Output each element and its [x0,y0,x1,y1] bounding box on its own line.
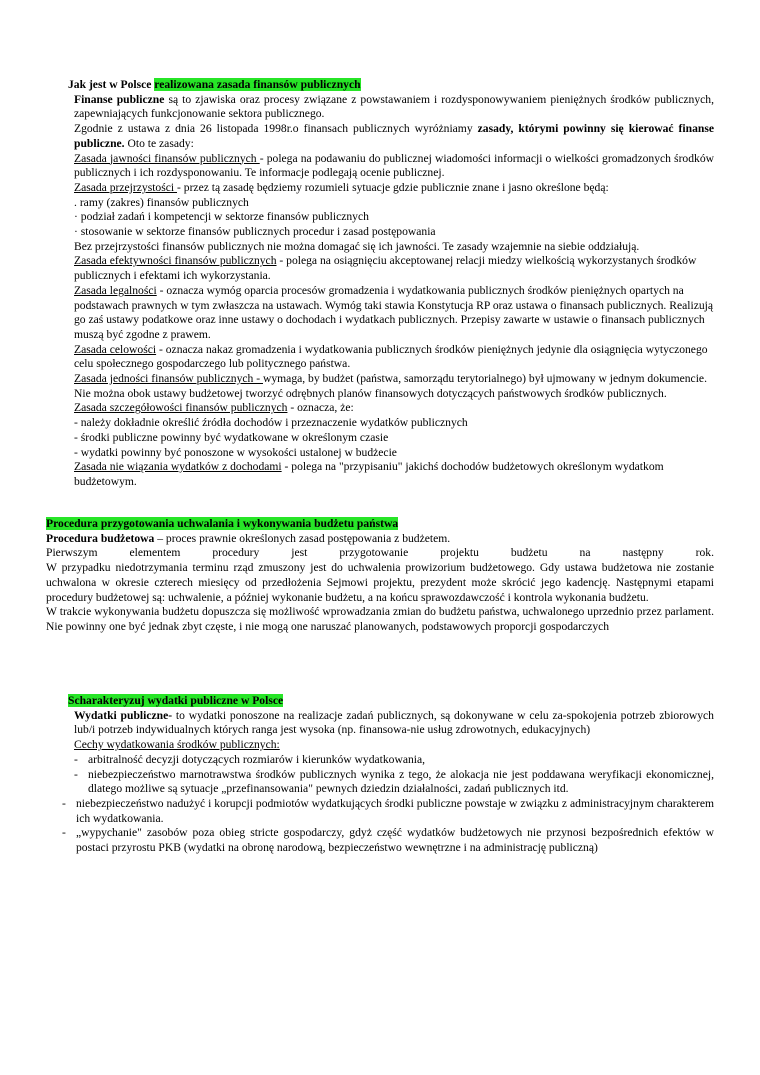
list-item [74,210,714,225]
principle-label: Zasada celowości [74,342,157,356]
principle-text: - oznacza wymóg oparcia procesów gromadzenia i wydatkowania publicznych środków pieniężnych opartych na podstawach prawnych w tym zwłaszcza na ustawach. Wymóg taki stawia Konstytucja RP oraz ustawa o finansach publicznych. Realizują go zaś ustawy podatkowe oraz inne ustawy o dochodach i wydatkach publicznych. Przepisy zawarte w ustawie o finansach publicznych muszą być zgodne z prawem. [74,283,714,341]
list-item [74,225,714,240]
paragraph: W trakcie wykonywania budżetu dopuszcza się możliwość wprowadzania zmian do budżetu państwa, uchwalonego uprzednio przez parlament. Nie powinny one być jednak zbyt częste, i nie mogą one naruszać planowanych, podstawowych proporcji gospodarczych [46,605,714,633]
bullet-mark: . [74,195,77,209]
principle-label: Zasada jedności finansów publicznych - [74,372,263,386]
principle-text: - polega na podawaniu do publicznej wiadomości informacji o wielkości gromadzonych środków publicznych i ich rozdysponowaniu. Te informacje podlegają ocenie publicznej. [74,151,714,180]
principle-label: Zasada nie wiązania wydatków z dochodami [74,460,282,474]
title-highlight: realizowana zasada finansów publicznych [154,78,361,91]
bullet-mark: - [74,767,78,781]
principle-label: Zasada jawności finansów publicznych [74,151,260,165]
list-item [62,826,714,855]
def-text: to wydatki ponoszone na realizacje zadań publicznych, są dokonywane w celu za-spokojenia potrzeb zbiorowych lub/i potrzeb indywidualnych których ranga jest wysoka (np. finansowa-nie usług zdrowotnych, edukacyjnych) [74,708,714,737]
title-highlight: Scharakteryzuj wydatki publiczne w Polsce [68,694,284,707]
list-item: - wydatki powinny być ponoszone w wysokości ustalonej w budżecie [74,445,397,459]
section-title [46,517,714,532]
list-item [62,797,714,826]
principle-text: - przez tą zasadę będziemy rozumieli sytuacje gdzie publicznie znane i jasno określone będą: [177,180,609,194]
principle-text: - oznacza, że: [287,401,354,415]
def-term: Procedura budżetowa [46,531,155,545]
section-public-expenditure [62,694,714,856]
paragraph-przejrzystosci [74,181,714,196]
paragraph-jawnosci [74,152,714,181]
title-prefix: Jak jest w Polsce [68,78,155,91]
paragraph-law [74,122,714,151]
list-item-text: niebezpieczeństwo marnotrawstwa środków publicznych wynika z tego, że alokacja nie jest poddawana weryfikacji ekonomicznej, dlatego możliwe są sytuacje „przefinansowania" pewnych dziedzin działalności, zadań publicznych itd. [88,767,714,796]
law-bold: zasady, którymi powinny się kierować finanse publiczne. [74,122,714,150]
list-item-text: arbitralność decyzji dotyczących rozmiarów i kierunków wydatkowania, [88,752,426,766]
list-item-text: ramy (zakres) finansów publicznych [79,195,249,209]
principle-text: wymaga, by budżet (państwa, samorządu terytorialnego) był ujmowany w jednym dokumencie. Nie można obok ustawy budżetowej tworzyć odrębnych planów finansowych dotyczących państwowych środków publicznych. [74,372,707,400]
paragraph-efektywnosci [74,254,714,283]
principle-label: Zasada przejrzystości [74,180,178,194]
def-text: są to zjawiska oraz procesy związane z powstawaniem i rozdysponowywaniem pieniężnych środków publicznych, zapewniających funkcjonowanie sektora publicznego. [74,92,714,121]
paragraph-legalnosci [74,284,714,343]
section-body [62,708,714,856]
section-finance-principles [68,78,714,490]
principle-label: Zasada szczegółowości finansów publicznych [74,401,288,415]
list-item-text: stosowanie w sektorze finansów publicznych procedur i zasad postępowania [80,225,436,239]
list-item: - środki publiczne powinny być wydatkowane w określonym czasie [74,430,389,444]
list-item-text: podział zadań i kompetencji w sektorze finansów publicznych [80,210,369,224]
paragraph-jednosci [74,372,714,401]
list-item [74,768,714,797]
list-item [74,196,714,211]
principle-text: - polega na osiągnięciu akceptowanej relacji miedzy wielkością wykorzystanych środków publicznych i efektami ich wykorzystania. [74,254,697,283]
paragraph: Pierwszym elementem procedury jest przygotowanie projektu budżetu na następny rok. [46,546,714,560]
law-tail: Oto te zasady: [124,136,194,150]
def-term: Finanse publiczne [74,92,165,106]
bullet-mark: · [74,210,78,224]
principle-label: Zasada legalności [74,283,157,297]
list-item-text: „wypychanie" zasobów poza obieg stricte gospodarczy, gdyż część wydatków budżetowych nie przynosi bezpośrednich efektów w postaci przyrostu PKB (wydatki na obronę narodową, bezpieczeństwo wewnętrzne i na administrację publiczną) [76,826,714,855]
features-heading-text: Cechy wydatkowania środków publicznych: [74,738,280,752]
principle-text: - polega na "przypisaniu" jakichś dochodów budżetowych określonym wydatkom budżetowym. [74,460,664,488]
paragraph-szczegolowosci [74,401,714,416]
law-text: Zgodnie z ustawa z dnia 26 listopada 1998r.o finansach publicznych wyróżniamy [74,122,478,136]
bullet-mark: - [62,826,66,840]
paragraph-wiazania [74,460,714,489]
section-budget-procedure [46,517,714,635]
bullet-mark: - [74,752,78,766]
features-heading [74,738,714,753]
section-title [68,78,708,93]
list-item: - należy dokładnie określić źródła dochodów i przeznaczenie wydatków publicznych [74,416,468,430]
paragraph-celowosci [74,343,714,372]
def-text: – proces prawnie określonych zasad postępowania z budżetem. [154,531,451,545]
paragraph-definition [74,93,714,122]
principle-label: Zasada efektywności finansów publicznych [74,254,277,268]
paragraph-definition [74,709,714,738]
bullet-mark: · [74,225,78,239]
list-item-text: niebezpieczeństwo nadużyć i korupcji podmiotów wydatkujących środki publiczne powstaje w związku z administracyjnym charakterem ich wydatkowania. [76,796,714,825]
principle-text: - oznacza nakaz gromadzenia i wydatkowania publicznych środków pieniężnych jedynie dla osiągnięcia wytyczonego celu społecznego gospodarczego lub politycznego państwa. [74,342,708,371]
def-term: Wydatki publiczne- [74,708,173,722]
paragraph: W przypadku niedotrzymania terminu rząd zmuszony jest do uchwalenia prowizorium budżetowego. Gdy ustawa budżetowa nie zostanie uchwalona w okresie czterech miesięcy od przedłożenia Sejmowi projektu, prezydent może skrócić jego kadencję. Następnymi etapami procedury budżetowej są: uchwalenie, a później wykonanie budżetu, a na końcu sprawozdawczość i kontrola wykonania budżetu. [46,561,714,604]
section-title [68,694,714,709]
bullet-mark: - [62,796,66,810]
paragraph-definition [46,532,714,547]
list-item [74,753,714,768]
paragraph-note: Bez przejrzystości finansów publicznych nie można domagać się ich jawności. Te zasady wzajemnie na siebie oddziałują. [74,239,640,253]
title-highlight: Procedura przygotowania uchwalania i wykonywania budżetu państwa [46,517,399,530]
